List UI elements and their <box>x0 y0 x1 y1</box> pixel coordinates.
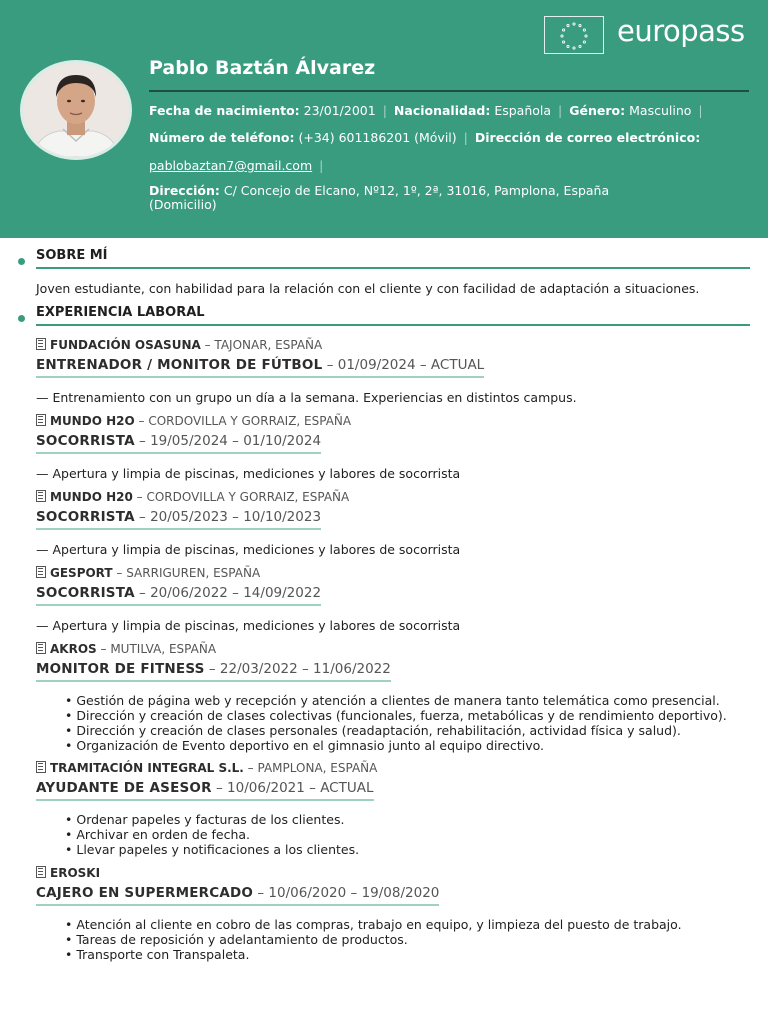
section-divider <box>36 267 750 269</box>
section-title-experience: EXPERIENCIA LABORAL <box>36 305 205 320</box>
nationality-label: Nacionalidad: <box>393 103 491 118</box>
job-entry <box>36 760 750 857</box>
gender-label: Género: <box>569 103 626 118</box>
job-bullet-list <box>36 693 750 753</box>
job-location: PAMPLONA, ESPAÑA <box>257 761 378 775</box>
job-employer-line: FUNDACIÓN OSASUNA – TAJONAR, ESPAÑA <box>36 337 750 353</box>
section-title-about: SOBRE MÍ <box>36 248 108 263</box>
job-role-line: AYUDANTE DE ASESOR – 10/06/2021 – ACTUAL <box>36 780 374 801</box>
job-dates: 10/06/2021 – ACTUAL <box>227 780 374 796</box>
building-icon <box>36 338 46 350</box>
section-bullet <box>18 315 25 322</box>
phone-label: Número de teléfono: <box>149 130 295 145</box>
job-role-line: ENTRENADOR / MONITOR DE FÚTBOL – 01/09/2024 – ACTUAL <box>36 357 484 378</box>
job-description: — Apertura y limpia de piscinas, mediciones y labores de socorrista <box>36 542 461 557</box>
email-link[interactable]: pablobaztan7@gmail.com <box>149 158 313 173</box>
building-icon <box>36 566 46 578</box>
gender-value: Masculino <box>629 103 692 118</box>
job-role: MONITOR DE FITNESS <box>36 661 205 677</box>
personal-info-line-2: Número de teléfono: (+34) 601186201 (Móvil) | Dirección de correo electrónico: <box>149 130 701 145</box>
job-employer-line: TRAMITACIÓN INTEGRAL S.L. – PAMPLONA, ESPAÑA <box>36 760 750 776</box>
job-employer: FUNDACIÓN OSASUNA <box>50 338 201 352</box>
job-bullet: • Organización de Evento deportivo en el gimnasio junto al equipo directivo. <box>65 738 750 753</box>
job-employer-line: AKROS – MUTILVA, ESPAÑA <box>36 641 750 657</box>
job-role-line: MONITOR DE FITNESS – 22/03/2022 – 11/06/2022 <box>36 661 391 682</box>
job-employer-line: MUNDO H20 – CORDOVILLA Y GORRAIZ, ESPAÑA <box>36 489 750 505</box>
nationality-value: Española <box>494 103 552 118</box>
personal-info-line-3: pablobaztan7@gmail.com | <box>149 158 324 173</box>
job-entry <box>36 489 750 557</box>
job-description: — Entrenamiento con un grupo un día a la semana. Experiencias en distintos campus. <box>36 390 577 405</box>
header-banner <box>0 0 768 238</box>
address-value: C/ Concejo de Elcano, Nº12, 1º, 2ª, 31016, Pamplona, España <box>223 183 610 198</box>
building-icon <box>36 761 46 773</box>
job-bullet: • Transporte con Transpaleta. <box>65 947 750 962</box>
job-entry <box>36 641 750 753</box>
job-bullet: • Tareas de reposición y adelantamiento de productos. <box>65 932 750 947</box>
person-name: Pablo Baztán Álvarez <box>149 57 376 79</box>
job-employer-line: GESPORT – SARRIGUREN, ESPAÑA <box>36 565 750 581</box>
building-icon <box>36 642 46 654</box>
job-role-line: CAJERO EN SUPERMERCADO – 10/06/2020 – 19/08/2020 <box>36 885 439 906</box>
job-entry <box>36 337 750 405</box>
job-employer-line: MUNDO H2O – CORDOVILLA Y GORRAIZ, ESPAÑA <box>36 413 750 429</box>
job-location: CORDOVILLA Y GORRAIZ, ESPAÑA <box>148 414 352 428</box>
job-role-line: SOCORRISTA – 19/05/2024 – 01/10/2024 <box>36 433 321 454</box>
job-bullet: • Dirección y creación de clases colectivas (funcionales, fuerza, metabólicas y de rendimiento deportivo). <box>65 708 750 723</box>
section-bullet <box>18 258 25 265</box>
job-entry <box>36 413 750 481</box>
job-role: ENTRENADOR / MONITOR DE FÚTBOL <box>36 357 323 373</box>
job-role: SOCORRISTA <box>36 509 135 525</box>
building-icon <box>36 490 46 502</box>
job-description: — Apertura y limpia de piscinas, mediciones y labores de socorrista <box>36 466 461 481</box>
job-bullet: • Archivar en orden de fecha. <box>65 827 750 842</box>
job-location: CORDOVILLA Y GORRAIZ, ESPAÑA <box>146 490 350 504</box>
job-role: AYUDANTE DE ASESOR <box>36 780 212 796</box>
building-icon <box>36 414 46 426</box>
job-bullet-list <box>36 812 750 857</box>
job-employer: TRAMITACIÓN INTEGRAL S.L. <box>50 761 244 775</box>
job-employer: EROSKI <box>50 866 101 880</box>
job-dates: 20/05/2023 – 10/10/2023 <box>150 509 322 525</box>
about-text: Joven estudiante, con habilidad para la relación con el cliente y con facilidad de adaptación a situaciones. <box>36 281 700 296</box>
job-bullet: • Ordenar papeles y facturas de los clientes. <box>65 812 750 827</box>
personal-info-line-1: Fecha de nacimiento: 23/01/2001 | Nacionalidad: Española | Género: Masculino | <box>149 103 703 118</box>
email-label: Dirección de correo electrónico: <box>474 130 701 145</box>
job-bullet-list <box>36 917 750 962</box>
job-dates: 19/05/2024 – 01/10/2024 <box>150 433 322 449</box>
job-role: CAJERO EN SUPERMERCADO <box>36 885 254 901</box>
job-employer: MUNDO H2O <box>50 414 135 428</box>
job-location: TAJONAR, ESPAÑA <box>214 338 323 352</box>
job-dates: 22/03/2022 – 11/06/2022 <box>219 661 391 677</box>
section-divider <box>36 324 750 326</box>
job-bullet: • Llevar papeles y notificaciones a los clientes. <box>65 842 750 857</box>
birth-value: 23/01/2001 <box>303 103 376 118</box>
job-location: MUTILVA, ESPAÑA <box>110 642 217 656</box>
job-entry <box>36 865 750 962</box>
job-employer: GESPORT <box>50 566 113 580</box>
job-employer: AKROS <box>50 642 97 656</box>
avatar <box>20 60 132 160</box>
job-bullet: • Atención al cliente en cobro de las compras, trabajo en equipo, y limpieza del puesto de trabajo. <box>65 917 750 932</box>
job-bullet: • Gestión de página web y recepción y atención a clientes de manera tanto telemática como presencial. <box>65 693 750 708</box>
job-dates: 10/06/2020 – 19/08/2020 <box>268 885 440 901</box>
job-employer: MUNDO H20 <box>50 490 133 504</box>
birth-label: Fecha de nacimiento: <box>149 103 300 118</box>
building-icon <box>36 866 46 878</box>
job-entry <box>36 565 750 633</box>
job-role-line: SOCORRISTA – 20/05/2023 – 10/10/2023 <box>36 509 321 530</box>
job-description: — Apertura y limpia de piscinas, mediciones y labores de socorrista <box>36 618 461 633</box>
job-role-line: SOCORRISTA – 20/06/2022 – 14/09/2022 <box>36 585 321 606</box>
job-bullet: • Dirección y creación de clases personales (readaptación, rehabilitación, actividad física y salud). <box>65 723 750 738</box>
job-dates: 20/06/2022 – 14/09/2022 <box>150 585 322 601</box>
job-dates: 01/09/2024 – ACTUAL <box>337 357 485 373</box>
job-employer-line <box>36 865 750 881</box>
job-location: SARRIGUREN, ESPAÑA <box>126 566 261 580</box>
job-role: SOCORRISTA <box>36 585 135 601</box>
personal-info-line-4 <box>149 183 609 198</box>
europass-logo: europass <box>617 14 745 48</box>
name-divider <box>149 90 749 92</box>
eu-flag-icon <box>544 16 604 54</box>
address-label: Dirección: <box>149 183 220 198</box>
job-role: SOCORRISTA <box>36 433 135 449</box>
phone-value: (+34) 601186201 (Móvil) <box>298 130 457 145</box>
address-type: (Domicilio) <box>149 197 217 212</box>
